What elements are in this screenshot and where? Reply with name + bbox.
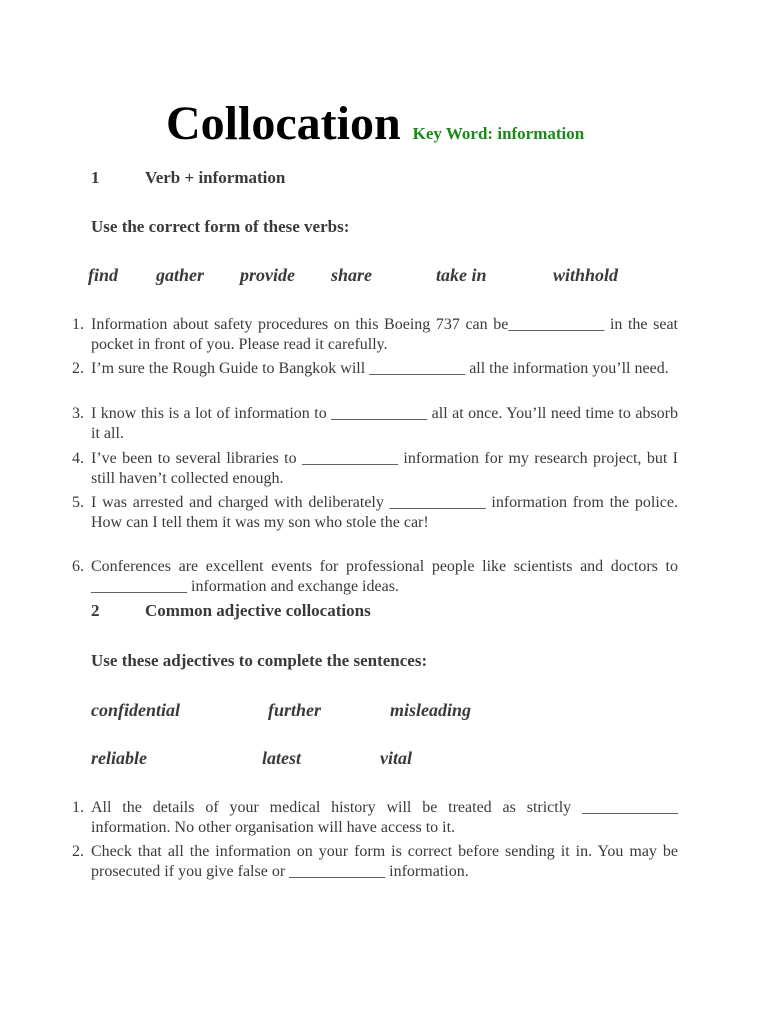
verb-word: withhold: [553, 265, 619, 285]
verb-word: take in: [436, 265, 487, 285]
item-number: 3.: [72, 405, 84, 422]
section-1-title: Verb + information: [145, 168, 286, 187]
section-1-heading: [91, 168, 285, 188]
item-text: I’ve been to several libraries to ____________ information for my research project, but I still haven’t collected enough.: [91, 450, 678, 487]
verb-word: gather: [156, 265, 205, 285]
item-text: I’m sure the Rough Guide to Bangkok will ____________ all the information you’ll need.: [91, 360, 669, 377]
item-number: 2.: [72, 360, 84, 377]
item-text: I was arrested and charged with deliberately ____________ information from the police. How can I tell them it was my son who stole the car!: [91, 494, 678, 531]
item-number: 4.: [72, 450, 84, 467]
page-title: Collocation: [166, 97, 401, 150]
adjective-word: confidential: [91, 700, 180, 720]
adjective-word: latest: [262, 748, 301, 768]
adjective-word: reliable: [91, 748, 147, 768]
verb-word: share: [331, 265, 373, 285]
section-2-instruction: Use these adjectives to complete the sentences:: [91, 651, 428, 670]
item-text: I know this is a lot of information to ____________ all at once. You’ll need time to absorb it all.: [91, 405, 678, 442]
section-2-title: Common adjective collocations: [145, 601, 371, 620]
section-2-heading: [91, 601, 371, 621]
item-number: 5.: [72, 494, 84, 511]
title-row: [166, 96, 584, 152]
item-text: Information about safety procedures on this Boeing 737 can be____________ in the seat pocket in front of you. Please read it carefully.: [91, 316, 678, 353]
item-text: Conferences are excellent events for professional people like scientists and doctors to ____________ information and exchange ideas.: [91, 558, 678, 595]
item-number: 1.: [72, 799, 84, 816]
item-number: 6.: [72, 558, 84, 575]
section-1-number: 1: [91, 168, 100, 187]
adjective-word: misleading: [390, 700, 472, 720]
item-text: Check that all the information on your form is correct before sending it in. You may be prosecuted if you give false or ____________ information.: [91, 843, 678, 880]
verb-word: find: [88, 265, 119, 285]
item-number: 2.: [72, 843, 84, 860]
verb-word: provide: [240, 265, 295, 285]
section-1-instruction: Use the correct form of these verbs:: [91, 217, 350, 236]
item-text: All the details of your medical history will be treated as strictly ____________ information. No other organisation will have access to it.: [91, 799, 678, 836]
adjective-word: vital: [380, 748, 412, 768]
item-number: 1.: [72, 316, 84, 333]
section-2-number: 2: [91, 601, 100, 620]
keyword-label: Key Word: information: [412, 124, 585, 143]
adjective-word: further: [268, 700, 322, 720]
